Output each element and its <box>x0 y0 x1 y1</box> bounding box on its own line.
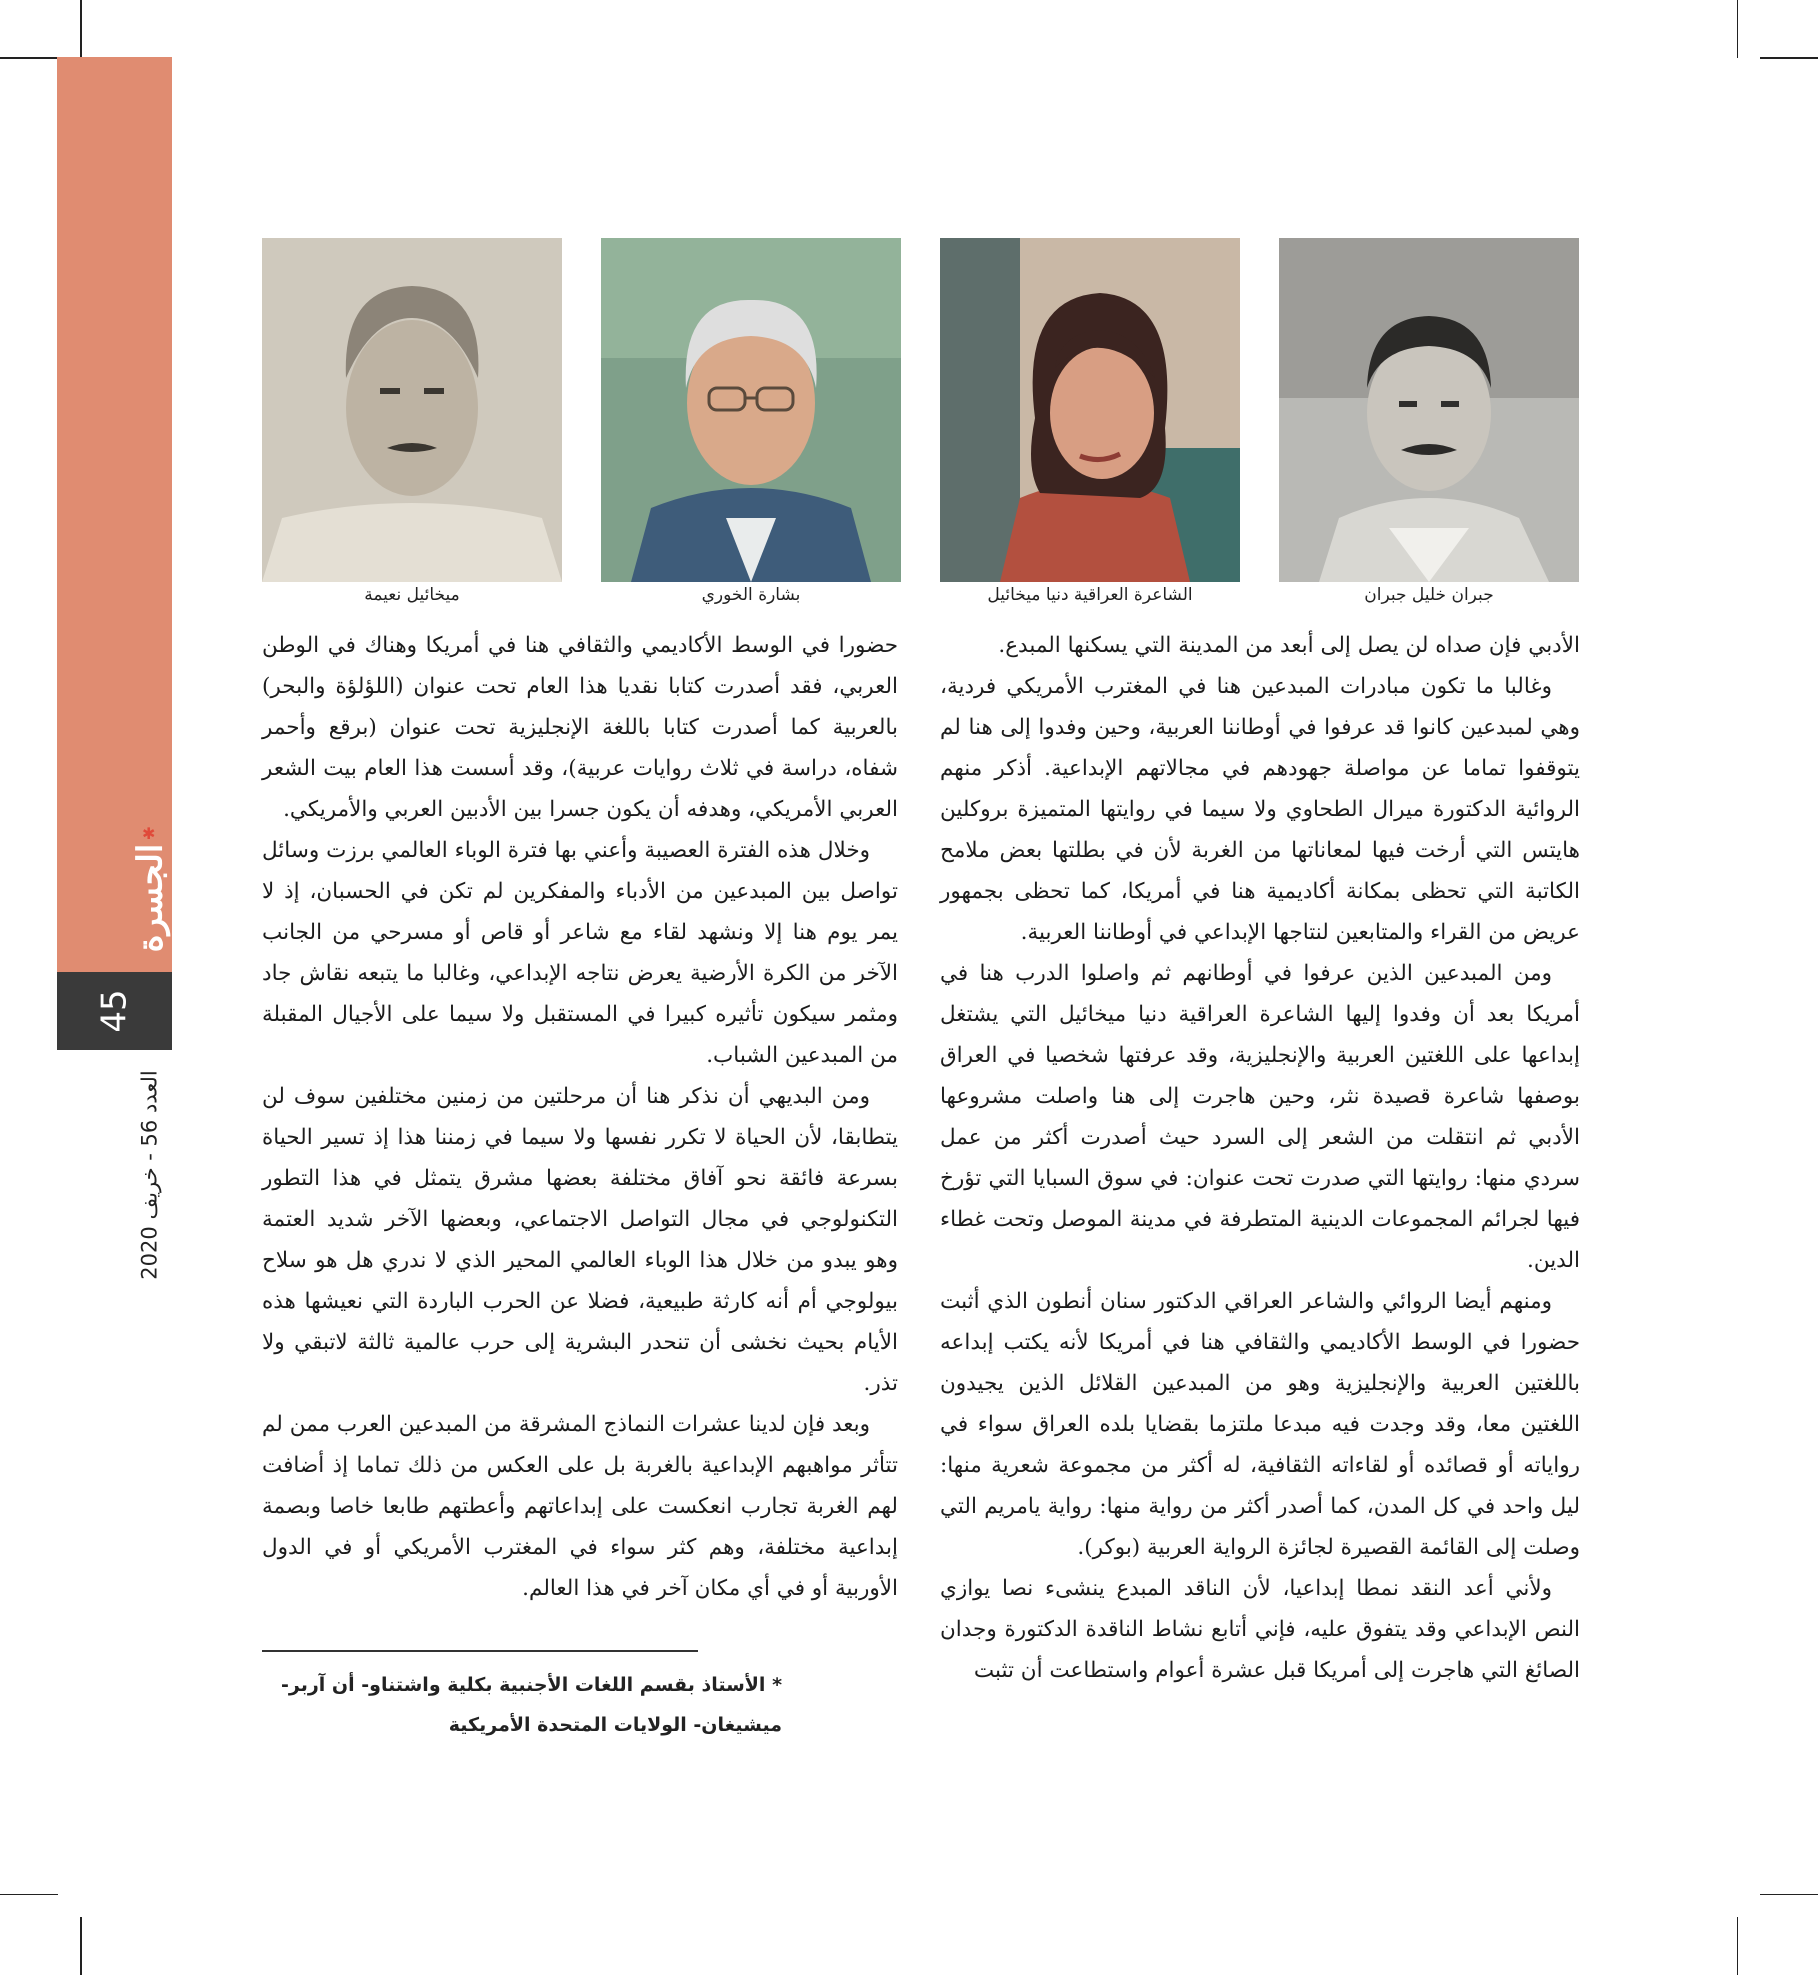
logo-star-icon: ✱ <box>142 824 156 843</box>
issue-line-text: العدد 56 - خريف 2020 <box>138 1070 162 1280</box>
article-column-left <box>262 625 898 1609</box>
paragraph: ومنهم أيضا الروائي والشاعر العراقي الدكتور سنان أنطون الذي أثبت حضورا في الوسط الأكاديمي والثقافي هنا في أمريكا لأنه يكتب إبداعه باللغتين العربية والإنجليزية وهو من المبدعين القلائل الذين يجيدون اللغتين معا، وقد وجدت فيه مبدعا ملتزما بقضايا بلده العراق سواء في رواياته أو قصائده أو لقاءاته الثقافية، له أكثر من مجموعة شعرية منها: ليل واحد في كل المدن، كما أصدر أكثر من رواية منها: رواية يامريم التي وصلت إلى القائمة القصيرة لجائزة الرواية العربية (بوكر). <box>940 1289 1580 1560</box>
paragraph: الأدبي فإن صداه لن يصل إلى أبعد من المدينة التي يسكنها المبدع. <box>998 633 1580 658</box>
photo-caption-gibran: جبران خليل جبران <box>1364 585 1494 605</box>
paragraph: ومن المبدعين الذين عرفوا في أوطانهم ثم واصلوا الدرب هنا في أمريكا بعد أن وفدوا إليها الشاعرة العراقية دنيا ميخائيل التي يشتغل إبداعها على اللغتين العربية والإنجليزية، وقد عرفتها شخصيا في العراق بوصفها شاعرة قصيدة نثر، وحين هاجرت إلى هنا واصلت مشروعها الأدبي ثم انتقلت من الشعر إلى السرد حيث أصدرت أكثر من عمل سردي منها: روايتها التي صدرت تحت عنوان: في سوق السبايا التي تؤرخ فيها لجرائم المجموعات الدينية المتطرفة في مدينة الموصل وتحت غطاء الدين. <box>940 961 1580 1273</box>
crop-mark <box>1737 0 1739 58</box>
magazine-logo-text: الجسرة <box>130 843 171 953</box>
crop-mark <box>80 1917 82 1975</box>
portrait-dunya-image <box>940 238 1240 582</box>
crop-mark <box>1760 1894 1818 1896</box>
portrait-bishara-image <box>601 238 901 582</box>
crop-mark <box>80 0 82 58</box>
paragraph: ومن البديهي أن نذكر هنا أن مرحلتين من زمنين مختلفين سوف لن يتطابقا، لأن الحياة لا تكرر نفسها ولا سيما في زمننا هذا إذ تسير الحياة بسرعة فائقة نحو آفاق مختلفة بعضها مشرق يتمثل في هذا التطور التكنولوجي في مجال التواصل الاجتماعي، وبعضها الآخر شديد العتمة وهو يبدو من خلال هذا الوباء العالمي المحير الذي لا ندري هل هو سلاح بيولوجي أم أنه كارثة طبيعية، فضلا عن الحرب الباردة التي نعيشها هذه الأيام بحيث نخشى أن تنحدر البشرية إلى حرب عالمية ثالثة لاتبقي ولا تذر. <box>262 1084 898 1396</box>
photo-caption-bishara: بشارة الخوري <box>701 585 801 605</box>
crop-mark <box>1737 1917 1739 1975</box>
photo-caption-dunya: الشاعرة العراقية دنيا ميخائيل <box>987 585 1193 605</box>
footnote <box>262 1665 782 1745</box>
photo-bishara <box>601 238 901 582</box>
paragraph: وغالبا ما تكون مبادرات المبدعين هنا في المغترب الأمريكي فردية، وهي لمبدعين كانوا قد عرفوا في أوطاننا العربية، وحين وفدوا إلى هنا لم يتوقفوا تماما عن مواصلة جهودهم في مجالاتهم الإبداعية. أذكر منهم الروائية الدكتورة ميرال الطحاوي ولا سيما في روايتها المتميزة بروكلين هايتس التي أرخت فيها لمعاناتها من الغربة لأن في بطلتها بعض ملامح الكاتبة التي تحظى بمكانة أكاديمية هنا في أمريكا، كما تحظى بجمهور عريض من القراء والمتابعين لنتاجها الإبداعي في أوطاننا العربية. <box>940 674 1580 945</box>
magazine-logo <box>130 824 171 968</box>
article-column-right <box>940 625 1580 1691</box>
crop-mark <box>0 57 58 59</box>
photo-dunya <box>940 238 1240 582</box>
photo-caption-naimy: ميخائيل نعيمة <box>364 585 460 605</box>
footnote-line: ميشيغان- الولايات المتحدة الأمريكية <box>448 1714 782 1736</box>
photo-naimy <box>262 238 562 582</box>
paragraph: وبعد فإن لدينا عشرات النماذج المشرقة من المبدعين العرب ممن لم تتأثر مواهبهم الإبداعية بالغربة بل على العكس من ذلك تماما إذ أضافت لهم الغربة تجارب انعكست على إبداعاتهم وأعطتهم طابعا خاصا وبصمة إبداعية مختلفة، وهم كثر سواء في المغترب الأمريكي أو في الدول الأوربية أو في أي مكان آخر في هذا العالم. <box>262 1412 898 1601</box>
issue-line <box>130 1060 170 1290</box>
page-number-block <box>57 972 172 1050</box>
footnote-divider <box>262 1650 698 1652</box>
portrait-naimy-image <box>262 238 562 582</box>
crop-mark <box>0 1894 58 1896</box>
crop-mark <box>1760 57 1818 59</box>
paragraph: وخلال هذه الفترة العصيبة وأعني بها فترة الوباء العالمي برزت وسائل تواصل بين المبدعين من الأدباء والمفكرين لم تكن في الحسبان، إذ لا يمر يوم هنا إلا ونشهد لقاء مع شاعر أو قاص أو مسرحي من الجانب الآخر من الكرة الأرضية يعرض نتاجه الإبداعي، وغالبا ما يتبعه نقاش جاد ومثمر سيكون تأثيره كبيرا في المستقبل ولا سيما على الأجيال المقبلة من المبدعين الشباب. <box>262 838 898 1068</box>
paragraph: ولأني أعد النقد نمطا إبداعيا، لأن الناقد المبدع ينشىء نصا يوازي النص الإبداعي وقد يتفوق عليه، فإني أتابع نشاط الناقدة الدكتورة وجدان الصائغ التي هاجرت إلى أمريكا قبل عشرة أعوام واستطاعت أن تثبت <box>940 1576 1580 1683</box>
page-number: 45 <box>94 989 135 1033</box>
paragraph: حضورا في الوسط الأكاديمي والثقافي هنا في أمريكا وهناك في الوطن العربي، فقد أصدرت كتابا نقديا هذا العام تحت عنوان (اللؤلؤة والبحر) بالعربية كما أصدرت كتابا باللغة الإنجليزية تحت عنوان (برقع وأحمر شفاه، دراسة في ثلاث روايات عربية)، وقد أسست هذا العام بيت الشعر العربي الأمريكي، وهدفه أن يكون جسرا بين الأدبين العربي والأمريكي. <box>262 633 898 822</box>
footnote-line: * الأستاذ بقسم اللغات الأجنبية بكلية واشتناو- أن آربر- <box>281 1674 782 1696</box>
portrait-gibran-image <box>1279 238 1579 582</box>
photo-gibran <box>1279 238 1579 582</box>
